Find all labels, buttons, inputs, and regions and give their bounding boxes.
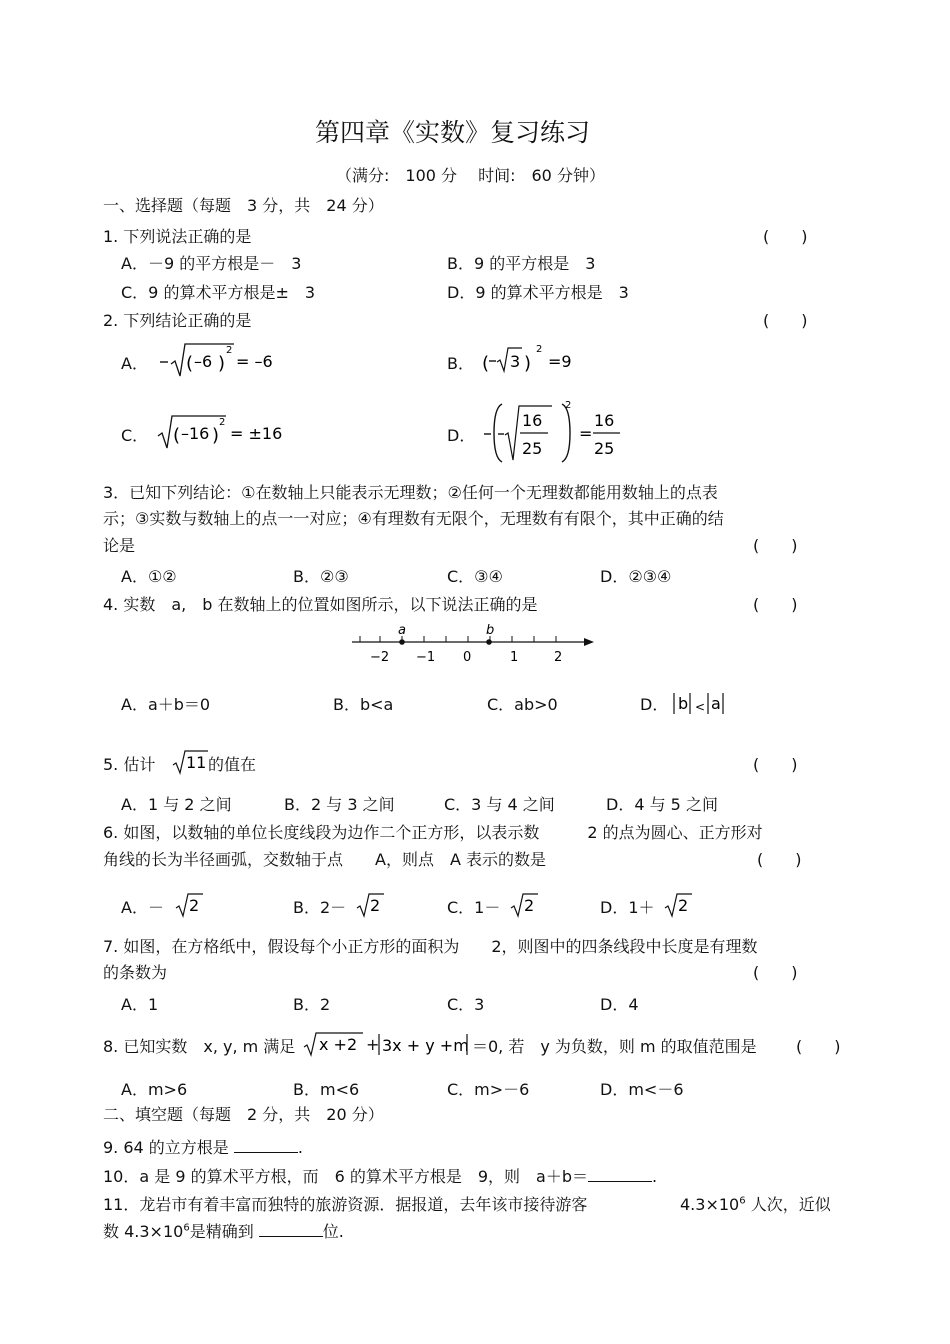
- option-b: B．2: [293, 995, 331, 1014]
- option-a: A．m>6: [121, 1080, 188, 1099]
- answer-paren: ( ): [763, 227, 808, 246]
- option-c: C．9 的算术平方根是± 3: [121, 283, 316, 302]
- exponent: 2: [226, 345, 233, 356]
- question-5-pre: 5. 估计: [103, 755, 156, 774]
- option-b: B．2 与 3 之间: [284, 795, 395, 814]
- rhs: = ±16: [230, 424, 283, 443]
- paren-right: ): [212, 425, 220, 446]
- answer-paren: ( ): [796, 1037, 841, 1056]
- sqrt-2: [356, 891, 386, 919]
- answer-blank[interactable]: [259, 1221, 323, 1237]
- tick-label: −1: [416, 650, 436, 665]
- option-d: D．②③④: [600, 567, 672, 586]
- option-c: C．m>－6: [447, 1080, 530, 1099]
- option-d-label: D．: [640, 695, 669, 714]
- option-d: D．4: [600, 995, 639, 1014]
- radicand: 2: [370, 896, 381, 915]
- equals: =: [579, 424, 593, 443]
- question-9: [103, 1137, 303, 1158]
- option-a-label: A．: [121, 354, 148, 373]
- radicand: x +2: [319, 1035, 358, 1054]
- var-b: b: [678, 694, 689, 713]
- radicand: 2: [189, 896, 200, 915]
- question-11-line2-post: 位.: [322, 1222, 344, 1241]
- point-b-dot: [486, 639, 492, 645]
- exponent: 2: [536, 344, 543, 355]
- option-a: A．－: [121, 898, 164, 917]
- point-b-label: b: [486, 623, 495, 638]
- question-4-stem: 4. 实数 a, b 在数轴上的位置如图所示，以下说法正确的是: [103, 595, 538, 614]
- sqrt-2: [664, 891, 694, 919]
- question-9-pre: 9. 64 的立方根是: [103, 1138, 229, 1157]
- number-line-figure: [348, 620, 598, 666]
- option-b: B．b<a: [333, 695, 394, 714]
- exponent: 6: [739, 1195, 746, 1207]
- question-3-line1: 3．已知下列结论：①在数轴上只能表示无理数；②任何一个无理数都能用数轴上的点表: [103, 483, 718, 502]
- rhs-numerator: 16: [594, 411, 615, 430]
- question-2-stem: 2. 下列结论正确的是: [103, 311, 252, 330]
- radicand: –16: [181, 424, 210, 443]
- exponent: 6: [183, 1222, 190, 1234]
- question-11-line2-pre: 数 4.3×10: [103, 1222, 184, 1241]
- answer-paren: ( ): [753, 755, 798, 774]
- question-11-line1-pre: 11．龙岩市有着丰富而独特的旅游资源．据报道，去年该市接待游客: [103, 1195, 588, 1214]
- paren-left: (: [173, 425, 181, 446]
- tick-label: 0: [463, 650, 472, 665]
- radicand: –6: [194, 352, 213, 371]
- abs-content: 3x + y +m: [382, 1036, 469, 1055]
- answer-blank[interactable]: [234, 1137, 298, 1153]
- option-a: A．①②: [121, 567, 177, 586]
- var-a: a: [711, 694, 721, 713]
- page-title: 第四章《实数》复习练习: [315, 118, 591, 147]
- option-a: A．－9 的平方根是－ 3: [121, 254, 302, 273]
- question-6-line2: 角线的长为半径画弧，交数轴于点 A，则点 A 表示的数是: [103, 850, 546, 869]
- question-11-line2: [103, 1221, 344, 1242]
- radicand: 3: [510, 352, 521, 371]
- section-heading-fill: 二、填空题（每题 2 分，共 20 分）: [103, 1105, 384, 1124]
- scientific-number: 4.3×10: [680, 1195, 740, 1214]
- fraction-denominator: 25: [522, 439, 543, 458]
- formula-a: [156, 340, 286, 380]
- arrow-icon: [584, 638, 594, 646]
- option-c: C．1－: [447, 898, 501, 917]
- answer-paren: ( ): [753, 963, 798, 982]
- question-3-line2: 示；③实数与数轴上的点一一对应；④有理数有无限个，无理数有有限个，其中正确的结: [103, 509, 724, 528]
- question-7-line1: 7. 如图，在方格纸中，假设每个小正方形的面积为 2，则图中的四条线段中长度是有理数: [103, 937, 758, 956]
- option-b: B．2－: [293, 898, 347, 917]
- question-10-pre: 10．a 是 9 的算术平方根，而 6 的算术平方根是 9，则 a＋b＝: [103, 1167, 589, 1186]
- answer-paren: ( ): [757, 850, 802, 869]
- tick-label: 2: [554, 650, 563, 665]
- tick-label: 1: [510, 650, 519, 665]
- point-a-label: a: [398, 623, 406, 638]
- option-b-label: B．: [447, 354, 474, 373]
- option-a: A．1: [121, 995, 159, 1014]
- option-b: B．②③: [293, 567, 349, 586]
- point-a-dot: [399, 639, 405, 645]
- exponent: 2: [565, 400, 572, 411]
- sqrt-2: [510, 891, 540, 919]
- formula-d: [480, 400, 630, 466]
- answer-paren: ( ): [763, 311, 808, 330]
- option-d-label: D．: [447, 426, 476, 445]
- answer-paren: ( ): [753, 536, 798, 555]
- option-a: A．1 与 2 之间: [121, 795, 232, 814]
- question-8-pre: 8. 已知实数 x, y, m 满足: [103, 1037, 296, 1056]
- option-c: C．③④: [447, 567, 503, 586]
- plus-sign: +: [366, 1035, 380, 1054]
- less-than: <: [695, 700, 706, 714]
- radicand: 2: [678, 896, 689, 915]
- tick-label: −2: [370, 650, 390, 665]
- question-3-line3: 论是: [103, 536, 136, 555]
- rhs: =9: [548, 352, 572, 371]
- radicand: 11: [186, 753, 207, 772]
- option-c: C．ab>0: [487, 695, 558, 714]
- paren-left: (: [186, 353, 194, 374]
- rhs: = –6: [236, 352, 273, 371]
- radicand: 2: [524, 896, 535, 915]
- question-6-line1: 6. 如图，以数轴的单位长度线段为边作二个正方形，以表示数 2 的点为圆心、正方形对: [103, 823, 763, 842]
- option-c-label: C．: [121, 426, 149, 445]
- sqrt-11: [172, 748, 212, 776]
- ticks: [360, 636, 556, 642]
- question-11-line2-mid: 是精确到: [189, 1222, 254, 1241]
- section-heading-choice: 一、选择题（每题 3 分，共 24 分）: [103, 196, 384, 215]
- fraction-numerator: 16: [522, 411, 543, 430]
- rhs-denominator: 25: [594, 439, 615, 458]
- question-7-line2: 的条数为: [103, 963, 168, 982]
- option-d: D．1＋: [600, 898, 655, 917]
- option-b: B．m<6: [293, 1080, 360, 1099]
- answer-paren: ( ): [753, 595, 798, 614]
- option-d-formula: [668, 690, 732, 718]
- question-11-line1-post: 人次，近似: [750, 1195, 831, 1214]
- sqrt-2: [175, 891, 205, 919]
- question-9-post: .: [297, 1138, 303, 1157]
- question-8-post: ＝0, 若 y 为负数，则 m 的取值范围是: [472, 1037, 757, 1056]
- option-c: C．3: [447, 995, 485, 1014]
- question-10-post: .: [652, 1167, 658, 1186]
- sqrt-x-plus-2: [303, 1030, 365, 1058]
- exponent: 2: [219, 417, 226, 428]
- answer-blank[interactable]: [588, 1166, 652, 1182]
- question-11-number: [680, 1195, 831, 1215]
- question-5-post: 的值在: [208, 755, 257, 774]
- option-d: D．4 与 5 之间: [606, 795, 718, 814]
- formula-c: [156, 412, 286, 452]
- paren-right: ): [524, 353, 532, 374]
- option-d: D．9 的算术平方根是 3: [447, 283, 629, 302]
- option-b: B．9 的平方根是 3: [447, 254, 596, 273]
- option-c: C．3 与 4 之间: [444, 795, 555, 814]
- page-subtitle: （满分: 100 分 时间: 60 分钟）: [336, 166, 605, 185]
- question-1-stem: 1. 下列说法正确的是: [103, 227, 252, 246]
- option-d: D．m<－6: [600, 1080, 684, 1099]
- option-a: A．a＋b＝0: [121, 695, 211, 714]
- paren-right: ): [218, 353, 226, 374]
- question-10: [103, 1166, 657, 1187]
- paren-left: (: [482, 353, 490, 374]
- absolute-value: [376, 1031, 472, 1059]
- formula-b: [480, 340, 590, 380]
